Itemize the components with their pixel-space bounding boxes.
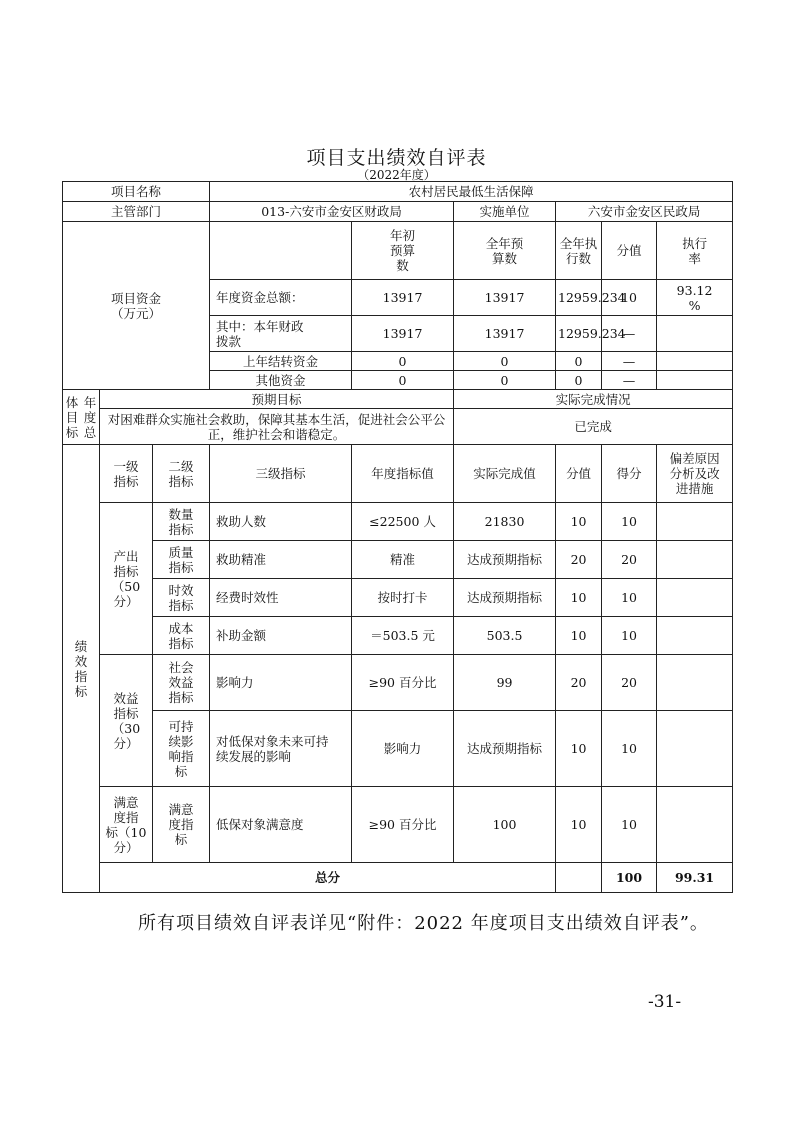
indicator-score: 10 xyxy=(602,503,657,541)
unit-value: 六安市金安区民政局 xyxy=(556,202,733,222)
satisfaction-indicator-label: 满意 度指 标（10 分） xyxy=(100,787,153,863)
indicator-deviation xyxy=(657,655,733,711)
indicator-row xyxy=(63,655,733,711)
indicator-row xyxy=(63,711,733,787)
indicator-target: ≥90 百分比 xyxy=(352,655,454,711)
indicator-row xyxy=(63,503,733,541)
funds-row-value: 10 xyxy=(602,280,657,316)
indicator-deviation xyxy=(657,787,733,863)
indicator-value: 10 xyxy=(556,579,602,617)
indicator-value: 10 xyxy=(556,503,602,541)
indicator-actual: 21830 xyxy=(454,503,556,541)
funds-row-budget: 0 xyxy=(352,352,454,371)
funds-row-name: 其他资金 xyxy=(210,371,352,390)
goals-actual-label: 实际完成情况 xyxy=(454,390,733,409)
indicator-l2: 可持 续影 响指 标 xyxy=(153,711,210,787)
indicator-target: 影响力 xyxy=(352,711,454,787)
ind-header-target: 年度指标值 xyxy=(352,445,454,503)
goals-label-char: 标 xyxy=(65,424,79,440)
funds-header-annual: 全年预 算数 xyxy=(454,222,556,280)
funds-row-name: 其中：本年财政 拨款 xyxy=(210,316,352,352)
page-subtitle: （2022年度） xyxy=(357,168,436,182)
page-number: -31- xyxy=(648,992,682,1012)
funds-label: 项目资金 （万元） xyxy=(63,222,210,390)
funds-row-rate: 93.12 % xyxy=(657,280,733,316)
total-blank xyxy=(556,863,602,893)
indicator-target: ≥90 百分比 xyxy=(352,787,454,863)
indicator-row xyxy=(63,787,733,863)
funds-row-rate xyxy=(657,371,733,390)
project-name-label: 项目名称 xyxy=(63,182,210,202)
indicator-l2: 数量 指标 xyxy=(153,503,210,541)
indicator-actual: 99 xyxy=(454,655,556,711)
funds-row-value: — xyxy=(602,316,657,352)
ind-header-l1: 一级 指标 xyxy=(100,445,153,503)
goals-label-char: 目 xyxy=(65,409,79,425)
indicator-l3: 救助精准 xyxy=(210,541,352,579)
indicator-target: ＝503.5 元 xyxy=(352,617,454,655)
ind-header-l2: 二级 指标 xyxy=(153,445,210,503)
funds-header-budget: 年初 预算 数 xyxy=(352,222,454,280)
indicator-l3: 救助人数 xyxy=(210,503,352,541)
indicator-deviation xyxy=(657,617,733,655)
goals-label-cell xyxy=(63,390,100,445)
funds-row-value: — xyxy=(602,352,657,371)
indicator-deviation xyxy=(657,503,733,541)
indicator-l2: 成本 指标 xyxy=(153,617,210,655)
funds-row-annual: 0 xyxy=(454,352,556,371)
goals-label-char: 总 xyxy=(83,424,97,440)
funds-row-annual: 13917 xyxy=(454,280,556,316)
indicator-score: 20 xyxy=(602,541,657,579)
dept-label: 主管部门 xyxy=(63,202,210,222)
goals-label-char: 度 xyxy=(83,409,97,425)
dept-row xyxy=(63,202,733,222)
funds-row-value: — xyxy=(602,371,657,390)
ind-header-l3: 三级指标 xyxy=(210,445,352,503)
indicator-deviation xyxy=(657,711,733,787)
unit-label: 实施单位 xyxy=(454,202,556,222)
indicators-label: 绩 效 指 标 xyxy=(63,445,100,893)
indicator-actual: 100 xyxy=(454,787,556,863)
benefit-indicator-label: 效益 指标 （30 分） xyxy=(100,655,153,787)
funds-header-rate: 执行 率 xyxy=(657,222,733,280)
indicator-row xyxy=(63,617,733,655)
funds-row-executed: 0 xyxy=(556,371,602,390)
indicator-l2: 社会 效益 指标 xyxy=(153,655,210,711)
funds-header-blank xyxy=(210,222,352,280)
goals-actual-text: 已完成 xyxy=(454,409,733,445)
goals-expected-text: 对困难群众实施社会救助，保障其基本生活，促进社会公平公正，维护社会和谐稳定。 xyxy=(100,409,454,445)
indicator-actual: 达成预期指标 xyxy=(454,711,556,787)
total-label: 总分 xyxy=(100,863,556,893)
output-indicator-label: 产出 指标 （50 分） xyxy=(100,503,153,655)
indicator-score: 10 xyxy=(602,617,657,655)
indicators-header-row xyxy=(63,445,733,503)
indicator-target: 按时打卡 xyxy=(352,579,454,617)
indicator-row xyxy=(63,541,733,579)
funds-row-executed: 12959.234 xyxy=(556,316,602,352)
indicator-target: 精准 xyxy=(352,541,454,579)
indicator-score: 10 xyxy=(602,579,657,617)
indicator-actual: 503.5 xyxy=(454,617,556,655)
goals-expected-label: 预期目标 xyxy=(100,390,454,409)
indicator-value: 10 xyxy=(556,787,602,863)
indicator-value: 10 xyxy=(556,711,602,787)
indicator-l3: 低保对象满意度 xyxy=(210,787,352,863)
funds-row-annual: 0 xyxy=(454,371,556,390)
project-name-value: 农村居民最低生活保障 xyxy=(210,182,733,202)
total-row xyxy=(63,863,733,893)
ind-header-deviation: 偏差原因 分析及改 进措施 xyxy=(657,445,733,503)
funds-header-row xyxy=(63,222,733,280)
funds-row-executed: 0 xyxy=(556,352,602,371)
indicator-l3: 影响力 xyxy=(210,655,352,711)
funds-row-budget: 0 xyxy=(352,371,454,390)
evaluation-table xyxy=(62,181,733,893)
attachment-note: 所有项目绩效自评表详见“附件：2022 年度项目支出绩效自评表”。 xyxy=(138,913,709,934)
ind-header-score: 得分 xyxy=(602,445,657,503)
indicator-l3: 对低保对象未来可持 续发展的影响 xyxy=(210,711,352,787)
indicator-value: 20 xyxy=(556,541,602,579)
indicator-score: 10 xyxy=(602,787,657,863)
indicator-value: 10 xyxy=(556,617,602,655)
indicator-actual: 达成预期指标 xyxy=(454,579,556,617)
project-name-row xyxy=(63,182,733,202)
indicator-score: 20 xyxy=(602,655,657,711)
indicator-l2: 时效 指标 xyxy=(153,579,210,617)
indicator-l3: 补助金额 xyxy=(210,617,352,655)
page-title: 项目支出绩效自评表 xyxy=(306,147,487,169)
ind-header-value: 分值 xyxy=(556,445,602,503)
ind-header-actual: 实际完成值 xyxy=(454,445,556,503)
funds-header-value: 分值 xyxy=(602,222,657,280)
indicator-deviation xyxy=(657,541,733,579)
indicator-l3: 经费时效性 xyxy=(210,579,352,617)
funds-row-rate xyxy=(657,316,733,352)
funds-row-name: 上年结转资金 xyxy=(210,352,352,371)
funds-row-executed: 12959.234 xyxy=(556,280,602,316)
funds-row-name: 年度资金总额： xyxy=(210,280,352,316)
goals-label-char: 年 xyxy=(83,394,97,410)
indicator-value: 20 xyxy=(556,655,602,711)
goals-content-row xyxy=(63,409,733,445)
funds-row-rate xyxy=(657,352,733,371)
indicator-row xyxy=(63,579,733,617)
indicator-l2: 质量 指标 xyxy=(153,541,210,579)
indicator-score: 10 xyxy=(602,711,657,787)
funds-row-budget: 13917 xyxy=(352,316,454,352)
funds-header-executed: 全年执行数 xyxy=(556,222,602,280)
dept-value: 013-六安市金安区财政局 xyxy=(210,202,454,222)
indicator-deviation xyxy=(657,579,733,617)
indicator-l2: 满意 度指 标 xyxy=(153,787,210,863)
indicator-actual: 达成预期指标 xyxy=(454,541,556,579)
indicator-target: ≤22500 人 xyxy=(352,503,454,541)
funds-row-annual: 13917 xyxy=(454,316,556,352)
funds-row-budget: 13917 xyxy=(352,280,454,316)
goals-label-char: 体 xyxy=(65,394,79,410)
total-value: 100 xyxy=(602,863,657,893)
goals-label xyxy=(63,395,99,440)
goals-header-row xyxy=(63,390,733,409)
total-score: 99.31 xyxy=(657,863,733,893)
